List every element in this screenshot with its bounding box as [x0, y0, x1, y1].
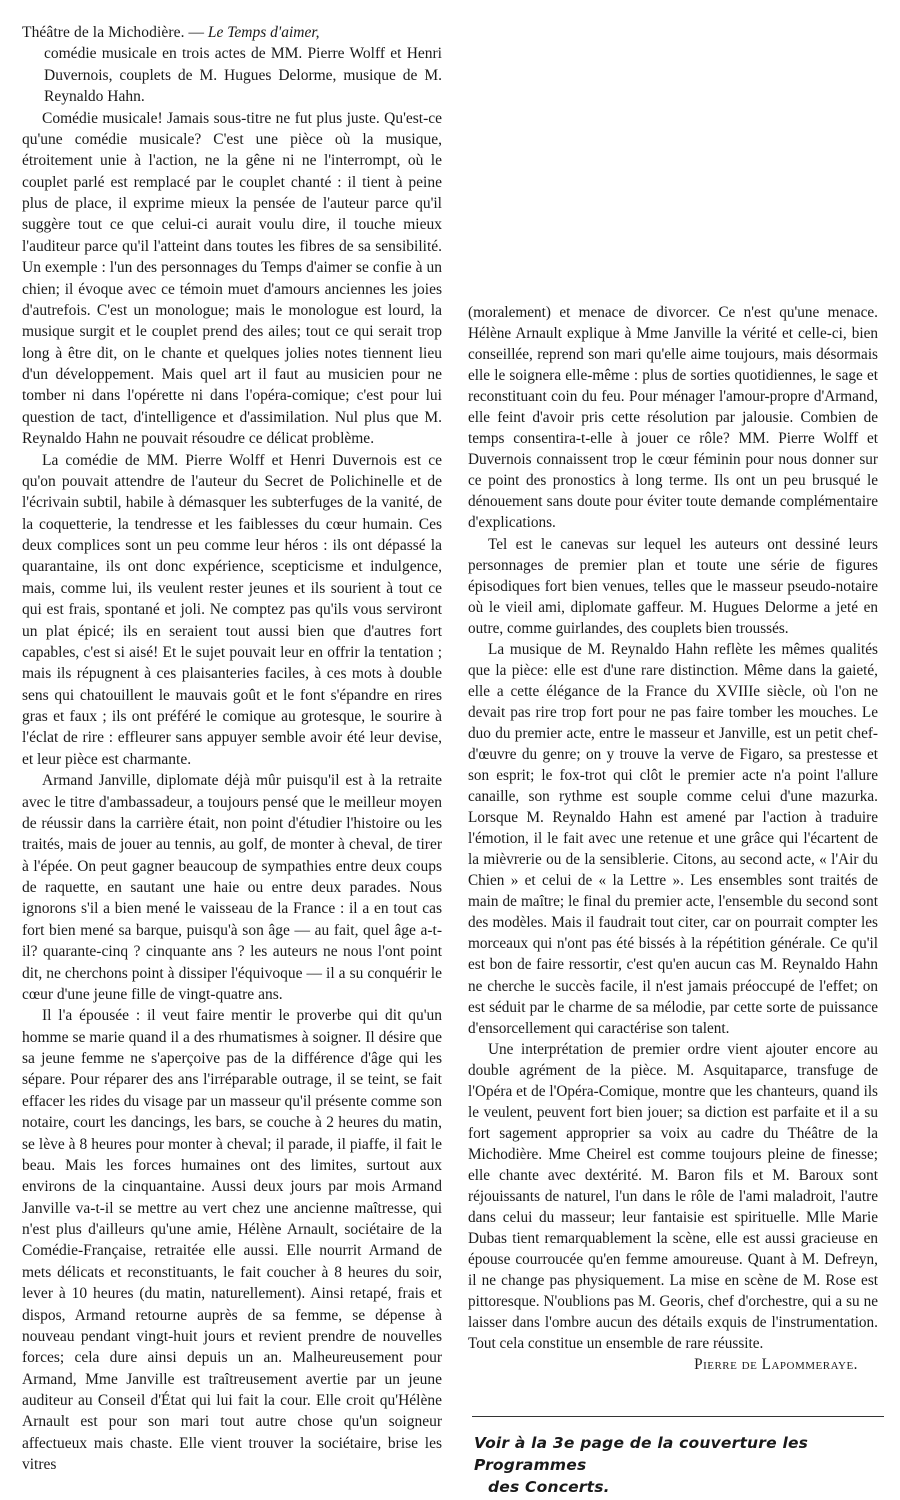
review-heading	[22, 22, 442, 108]
left-column	[22, 22, 442, 1476]
notice-line-1: Voir à la 3e page de la couverture les Programmes	[474, 1434, 809, 1474]
paragraph: (moralement) et menace de divorcer. Ce n'est qu'une menace. Hélène Arnault explique à Mme Janville la vérité et celle-ci, bien conseillée, reprend son mari qu'elle aime toujours, mais désormais elle le soignera elle-même : plus de sorties quotidiennes, le sage et reconstituant coin du feu. Pour ménager l'amour-propre d'Armand, elle feint d'avoir pris cette résolution par jalousie. Combien de temps consentira-t-elle à jouer ce rôle? MM. Pierre Wolff et Duvernois connaissent trop le cœur féminin pour nous donner sur ce point des pronostics à long terme. Ils ont un peu brusqué le dénouement sans doute pour éviter toute demande complémentaire d'explications.	[468, 304, 878, 532]
paragraph: Tel est le canevas sur lequel les auteurs ont dessiné leurs personnages de premier plan et toute une série de figures épisodiques fort bien venues, telles que le masseur pseudo-notaire où le vieil ami, diplomate gaffeur. M. Hugues Delorme a jeté en outre, comme guirlandes, des couplets bien troussés.	[468, 535, 878, 637]
right-column	[468, 302, 878, 1375]
venue-name: Théâtre de la Michodière.	[22, 24, 185, 41]
paragraph: Une interprétation de premier ordre vient ajouter encore au double agrément de la pièce. M. Asquitaparce, transfuge de l'Opéra et de l'Opéra-Comique, montre que les chanteurs, quand ils le veulent, peuvent fort bien jouer; sa diction est parfaite et il a su fort sagement approprier sa voix au cadre du Théâtre de la Michodière. Mme Cheirel est comme toujours pleine de finesse; elle chante avec dextérité. M. Baron fils et M. Baroux sont réjouissants de naturel, l'un dans le rôle de l'ami maladroit, l'autre dans celui du masseur; leur fantaisie est spirituelle. Mlle Marie Dubas tient remarquablement la scène, elle est aussi gracieuse en épouse courroucée qu'en femme amoureuse. Quant à M. Defreyn, il ne change pas physiquement. La mise en scène de M. Rose est pittoresque. N'oublions pas M. Georis, chef d'orchestre, qui a su ne laisser dans l'ombre aucun des détails exquis de l'instrumentation. Tout cela constitue un ensemble de rare réussite.	[468, 1040, 878, 1353]
paragraph: Comédie musicale! Jamais sous-titre ne fut plus juste. Qu'est-ce qu'une comédie musicale? C'est une pièce où la musique, étroitement unie à l'action, ne la gêne ni ne l'interrompt, où le couplet parlé est remplacé par le couplet chanté : il tient à peine plus de place, il exprime mieux la pensée de l'auteur parce qu'il suggère tout ce que celui-ci aurait voulu dire, il touche mieux l'auditeur parce qu'il l'atteint dans toutes les fibres de sa sensibilité. Un exemple : l'un des personnages du Temps d'aimer se confie à un chien; il évoque avec ce témoin muet d'amours anciennes les joies d'autrefois. C'est un monologue; mais le monologue est lourd, la musique surgit et le couplet prend des ailes; tout ce qui serait trop long à être dit, on le chante et quelques jolies notes tiennent lieu d'un développement. Mais quel art il faut au musicien pour ne tomber ni dans l'opérette ni dans l'opéra-comique; c'est pour lui question de tact, d'intelligence et d'assimilation. Nul plus que M. Reynaldo Hahn ne pouvait résoudre ce délicat problème.	[22, 109, 442, 448]
paragraph: Armand Janville, diplomate déjà mûr puisqu'il est à la retraite avec le titre d'ambassadeur, a toujours pensé que le meilleur moyen de réussir dans la carrière était, non point d'étudier l'histoire ou les traités, mais de jouer au tennis, au golf, de monter à cheval, de tirer à l'épée. On peut gagner beaucoup de sympathies entre deux coups de raquette, en sautant une haie ou entre deux parades. Nous ignorons s'il a bien mené le vaisseau de la France : il a en tout cas fort bien mené sa barque, puisqu'à son âge — au fait, quel âge a-t-il? quarante-cinq ? cinquante ans ? les auteurs ne nous l'ont point dit, ne cherchons point à dissiper l'équivoque — il a su conquérir le cœur d'une jeune fille de vingt-quatre ans.	[22, 772, 442, 1003]
paragraph: La comédie de MM. Pierre Wolff et Henri Duvernois est ce qu'on pouvait attendre de l'auteur du Secret de Polichinelle et de l'écrivain subtil, habile à démasquer les subterfuges de la vanité, de la coquetterie, la tendresse et les faiblesses du cœur humain. Ces deux complices sont un peu comme leur héros : ils ont dépassé la quarantaine, ils ont donc expérience, scepticisme et indulgence, mais, comme lui, ils veulent rester jeunes et ils sourient à tout ce qui est frais, spontané et joli. Ne comptez pas qu'ils vous serviront un plat épicé; ils en seraient tout aussi bien que d'autres fort capables, c'est si aisé! Et le sujet pouvait leur en offrir la tentation ; mais ils répugnent à ces plaisanteries faciles, à ces mots à double sens qui chatouillent le mauvais goût et le font s'épandre en rires gras et faux ; ils ont préféré le comique au grotesque, le sourire à l'éclat de rire : effleurer sans appuyer semble avoir été leur devise, et leur pièce est charmante.	[22, 451, 442, 768]
notice-line-2: des Concerts.	[488, 1478, 610, 1496]
divider-rule	[472, 1416, 884, 1417]
author-signature: Pierre de Lapommeraye.	[694, 1356, 858, 1374]
heading-credits: comédie musicale en trois actes de MM. Pierre Wolff et Henri Duvernois, couplets de M. Hugues Delorme, musique de M. Reynaldo Hahn.	[44, 45, 442, 106]
heading-dash: —	[184, 24, 208, 41]
concert-programs-notice	[474, 1432, 884, 1498]
paragraph: Il l'a épousée : il veut faire mentir le proverbe qui dit qu'un homme se marie quand il a des rhumatismes à soigner. Il désire que sa jeune femme ne s'aperçoive pas de la différence d'âge qui les sépare. Pour réparer des ans l'irréparable outrage, il se teint, se fait effacer les rides du visage par un masseur qu'il présente comme son notaire, court les dancings, les bars, se couche à 2 heures du matin, se lève à 8 heures pour monter à cheval; il parade, il piaffe, il fait le beau. Mais les forces humaines ont des limites, surtout aux environs de la cinquantaine. Aussi deux jours par mois Armand Janville va-t-il se mettre au vert chez une ancienne maîtresse, qui n'est plus d'ailleurs qu'une amie, Hélène Arnault, sociétaire de la Comédie-Française, retraitée elle aussi. Elle nourrit Armand de mets délicats et reconstituants, le fait coucher à 8 heures du soir, lever à 10 heures (du matin, naturellement). Ainsi retapé, frais et dispos, Armand retourne auprès de sa femme, se dépense à nouveau pendant vingt-huit jours et revient prendre de nouvelles forces; cela dure ainsi depuis un an. Malheureusement pour Armand, Mme Janville est traîtreusement avertie par un jeune auditeur au Conseil d'État qui lui fait la cour. Elle croit qu'Hélène Arnault est pour son mari tout autre chose qu'un soigneur affectueux mais chaste. Elle vient trouver la sociétaire, brise les vitres	[22, 1007, 442, 1474]
paragraph: La musique de M. Reynaldo Hahn reflète les mêmes qualités que la pièce: elle est d'une rare distinction. Même dans la gaieté, elle a cette élégance de la France du XVIIIe siècle, où l'on ne devait pas rire trop fort pour ne pas faire tomber les mouches. Le duo du premier acte, entre le masseur et Janville, est un petit chef-d'œuvre du genre; on y trouve la verve de Figaro, sa prestesse et son esprit; le fox-trot qui clôt le premier acte n'a point l'allure canaille, son rythme est souple comme celui d'une mazurka. Lorsque M. Reynaldo Hahn est amené par l'action à traduire l'émotion, il le fait avec une retenue et une grâce qui l'écartent de la mièvrerie ou de la sensiblerie. Citons, au second acte, « l'Air du Chien » et celui de « la Lettre ». Les ensembles sont traités de main de maître; le final du premier acte, l'ensemble du second sont des modèles. Mais il faudrait tout citer, car on pourrait compter les morceaux qui n'ont pas été bissés à la répétition générale. Ce qu'il est bon de faire ressortir, c'est qu'en aucun cas M. Reynaldo Hahn ne cherche le succès facile, il n'est jamais préoccupé de l'effet; on est séduit par le charme de sa mélodie, par cette sorte de puissance d'ensorcellement qui caractérise son talent.	[468, 640, 878, 1037]
play-title: Le Temps d'aimer,	[207, 24, 320, 41]
